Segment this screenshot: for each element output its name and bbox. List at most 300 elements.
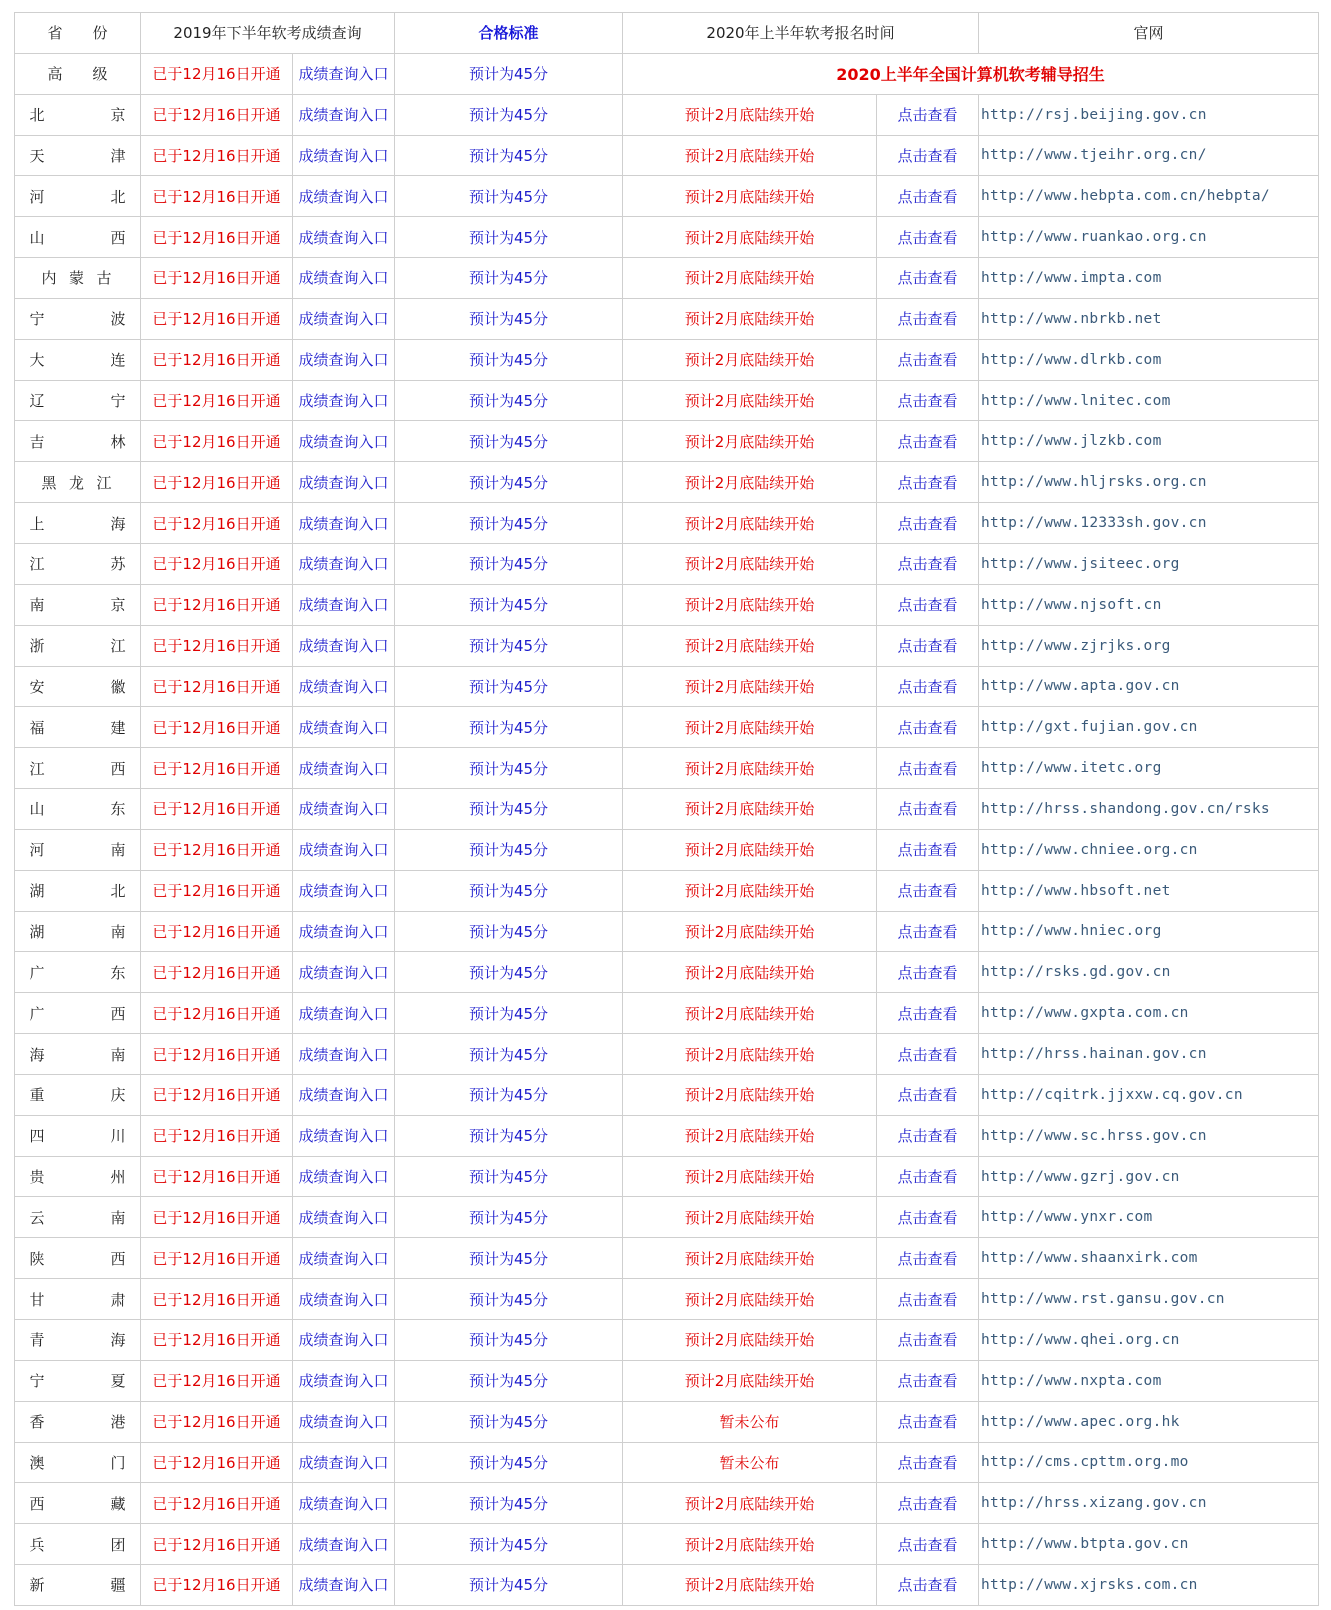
table-row (15, 135, 1319, 176)
province-cell (15, 258, 141, 299)
header-registration-time: 2020年上半年软考报名时间 (623, 13, 979, 54)
official-site-url[interactable]: http://www.apta.gov.cn (979, 666, 1319, 707)
province-name: 湖北 (29, 882, 126, 901)
province-cell (15, 380, 141, 421)
table-row (15, 421, 1319, 462)
official-site-url[interactable]: http://www.nbrkb.net (979, 298, 1319, 339)
table-row (15, 503, 1319, 544)
province-cell (15, 217, 141, 258)
score-status: 已于12月16日开通 (141, 789, 293, 830)
header-pass-standard: 合格标准 (395, 13, 623, 54)
view-details-link[interactable]: 点击查看 (877, 666, 979, 707)
province-name: 广西 (29, 1004, 126, 1023)
official-site-url[interactable]: http://www.jlzkb.com (979, 421, 1319, 462)
pass-line: 预计为45分 (395, 1074, 623, 1115)
table-row (15, 1197, 1319, 1238)
province-cell (15, 789, 141, 830)
score-query-link[interactable]: 成绩查询入口 (293, 1401, 395, 1442)
pass-line: 预计为45分 (395, 1034, 623, 1075)
view-details-link[interactable]: 点击查看 (877, 1197, 979, 1238)
pass-line: 预计为45分 (395, 94, 623, 135)
table-row (15, 829, 1319, 870)
pass-line: 预计为45分 (395, 176, 623, 217)
province-cell (15, 666, 141, 707)
registration-time: 暂未公布 (623, 1401, 877, 1442)
pass-line: 预计为45分 (395, 1279, 623, 1320)
province-cell (15, 1034, 141, 1075)
table-row (15, 911, 1319, 952)
registration-time: 预计2月底陆续开始 (623, 543, 877, 584)
province-name: 江西 (29, 759, 126, 778)
table-row (15, 258, 1319, 299)
official-site-url[interactable]: http://www.ynxr.com (979, 1197, 1319, 1238)
score-status: 已于12月16日开通 (141, 462, 293, 503)
view-details-link[interactable]: 点击查看 (877, 952, 979, 993)
view-details-link[interactable]: 点击查看 (877, 1442, 979, 1483)
score-query-link[interactable]: 成绩查询入口 (293, 952, 395, 993)
official-site-url[interactable]: http://www.hebpta.com.cn/hebpta/ (979, 176, 1319, 217)
official-site-url[interactable]: http://www.chniee.org.cn (979, 829, 1319, 870)
table-row (15, 462, 1319, 503)
table-row (15, 1483, 1319, 1524)
registration-time: 预计2月底陆续开始 (623, 380, 877, 421)
official-site-url[interactable]: http://www.jsiteec.org (979, 543, 1319, 584)
score-query-link[interactable]: 成绩查询入口 (293, 911, 395, 952)
province-cell (15, 1360, 141, 1401)
score-status: 已于12月16日开通 (141, 1320, 293, 1361)
view-details-link[interactable]: 点击查看 (877, 1279, 979, 1320)
table-row (15, 298, 1319, 339)
score-status: 已于12月16日开通 (141, 1115, 293, 1156)
score-status: 已于12月16日开通 (141, 217, 293, 258)
view-details-link[interactable]: 点击查看 (877, 789, 979, 830)
province-name: 广东 (29, 963, 126, 982)
official-site-url[interactable]: http://www.dlrkb.com (979, 339, 1319, 380)
view-details-link[interactable]: 点击查看 (877, 94, 979, 135)
pass-line: 预计为45分 (395, 789, 623, 830)
province-cell (15, 94, 141, 135)
score-status: 已于12月16日开通 (141, 258, 293, 299)
score-query-link[interactable]: 成绩查询入口 (293, 258, 395, 299)
score-query-link[interactable]: 成绩查询入口 (293, 666, 395, 707)
view-details-link[interactable]: 点击查看 (877, 1483, 979, 1524)
score-query-link[interactable]: 成绩查询入口 (293, 1483, 395, 1524)
score-query-link[interactable]: 成绩查询入口 (293, 53, 395, 94)
score-status: 已于12月16日开通 (141, 1074, 293, 1115)
score-query-link[interactable]: 成绩查询入口 (293, 1156, 395, 1197)
official-site-url[interactable]: http://www.rst.gansu.gov.cn (979, 1279, 1319, 1320)
official-site-url[interactable]: http://hrss.shandong.gov.cn/rsks (979, 789, 1319, 830)
official-site-url[interactable]: http://cqitrk.jjxxw.cq.gov.cn (979, 1074, 1319, 1115)
table-row (15, 1360, 1319, 1401)
score-query-link[interactable]: 成绩查询入口 (293, 543, 395, 584)
score-query-link[interactable]: 成绩查询入口 (293, 1115, 395, 1156)
score-query-link[interactable]: 成绩查询入口 (293, 870, 395, 911)
score-status: 已于12月16日开通 (141, 1238, 293, 1279)
score-status: 已于12月16日开通 (141, 584, 293, 625)
score-status: 已于12月16日开通 (141, 298, 293, 339)
province-name: 安徽 (29, 677, 126, 696)
pass-line: 预计为45分 (395, 707, 623, 748)
table-row (15, 1156, 1319, 1197)
pass-line: 预计为45分 (395, 1320, 623, 1361)
province-name: 山西 (29, 228, 126, 247)
score-status: 已于12月16日开通 (141, 543, 293, 584)
registration-time: 预计2月底陆续开始 (623, 993, 877, 1034)
score-query-link[interactable]: 成绩查询入口 (293, 707, 395, 748)
view-details-link[interactable]: 点击查看 (877, 993, 979, 1034)
province-cell (15, 421, 141, 462)
table-row (15, 1401, 1319, 1442)
score-status: 已于12月16日开通 (141, 1156, 293, 1197)
province-name: 宁波 (29, 310, 126, 329)
registration-time: 预计2月底陆续开始 (623, 707, 877, 748)
pass-line: 预计为45分 (395, 870, 623, 911)
table-row (15, 789, 1319, 830)
official-site-url[interactable]: http://www.qhei.org.cn (979, 1320, 1319, 1361)
view-details-link[interactable]: 点击查看 (877, 258, 979, 299)
province-cell (15, 135, 141, 176)
registration-time: 预计2月底陆续开始 (623, 1320, 877, 1361)
official-site-url[interactable]: http://cms.cpttm.org.mo (979, 1442, 1319, 1483)
registration-time: 预计2月底陆续开始 (623, 748, 877, 789)
pass-line: 预计为45分 (395, 503, 623, 544)
registration-time: 预计2月底陆续开始 (623, 584, 877, 625)
province-cell (15, 1074, 141, 1115)
view-details-link[interactable]: 点击查看 (877, 1115, 979, 1156)
score-status: 已于12月16日开通 (141, 503, 293, 544)
score-query-link[interactable]: 成绩查询入口 (293, 1360, 395, 1401)
province-name: 云南 (29, 1208, 126, 1227)
official-site-url[interactable]: http://rsks.gd.gov.cn (979, 952, 1319, 993)
score-status: 已于12月16日开通 (141, 339, 293, 380)
pass-line: 预计为45分 (395, 462, 623, 503)
official-site-url[interactable]: http://www.gzrj.gov.cn (979, 1156, 1319, 1197)
registration-time: 预计2月底陆续开始 (623, 1197, 877, 1238)
official-site-url[interactable]: http://rsj.beijing.gov.cn (979, 94, 1319, 135)
official-site-url[interactable]: http://www.njsoft.cn (979, 584, 1319, 625)
score-query-link[interactable]: 成绩查询入口 (293, 462, 395, 503)
table-row (15, 1238, 1319, 1279)
table-row (15, 993, 1319, 1034)
province-cell (15, 1115, 141, 1156)
table-row (15, 1565, 1319, 1606)
view-details-link[interactable]: 点击查看 (877, 135, 979, 176)
score-query-link[interactable]: 成绩查询入口 (293, 789, 395, 830)
pass-line: 预计为45分 (395, 380, 623, 421)
province-name: 浙江 (29, 637, 126, 656)
view-details-link[interactable]: 点击查看 (877, 1074, 979, 1115)
score-status: 已于12月16日开通 (141, 135, 293, 176)
score-query-link[interactable]: 成绩查询入口 (293, 1442, 395, 1483)
official-site-url[interactable]: http://www.ruankao.org.cn (979, 217, 1319, 258)
header-row (15, 13, 1319, 54)
province-cell (15, 952, 141, 993)
view-details-link[interactable]: 点击查看 (877, 339, 979, 380)
province-cell (15, 1156, 141, 1197)
score-query-link[interactable]: 成绩查询入口 (293, 421, 395, 462)
official-site-url[interactable]: http://www.itetc.org (979, 748, 1319, 789)
score-query-link[interactable]: 成绩查询入口 (293, 1074, 395, 1115)
score-status: 已于12月16日开通 (141, 666, 293, 707)
registration-time: 预计2月底陆续开始 (623, 94, 877, 135)
province-cell (15, 1483, 141, 1524)
score-query-link[interactable]: 成绩查询入口 (293, 503, 395, 544)
table-row (15, 584, 1319, 625)
score-query-link[interactable]: 成绩查询入口 (293, 94, 395, 135)
table-row (15, 625, 1319, 666)
province-name: 南京 (29, 596, 126, 615)
pass-line: 预计为45分 (395, 543, 623, 584)
registration-time: 预计2月底陆续开始 (623, 829, 877, 870)
view-details-link[interactable]: 点击查看 (877, 1401, 979, 1442)
official-site-url[interactable]: http://www.tjeihr.org.cn/ (979, 135, 1319, 176)
official-site-url[interactable]: http://www.hniec.org (979, 911, 1319, 952)
province-name: 福建 (29, 718, 126, 737)
view-details-link[interactable]: 点击查看 (877, 217, 979, 258)
pass-line: 预计为45分 (395, 1115, 623, 1156)
province-name: 大连 (29, 351, 126, 370)
registration-time: 预计2月底陆续开始 (623, 789, 877, 830)
province-cell (15, 503, 141, 544)
registration-time: 预计2月底陆续开始 (623, 911, 877, 952)
registration-time: 预计2月底陆续开始 (623, 1279, 877, 1320)
score-query-link[interactable]: 成绩查询入口 (293, 1565, 395, 1606)
province-cell (15, 584, 141, 625)
province-cell (15, 1442, 141, 1483)
table-row (15, 1074, 1319, 1115)
score-query-link[interactable]: 成绩查询入口 (293, 1238, 395, 1279)
province-name: 天津 (29, 146, 126, 165)
score-status: 已于12月16日开通 (141, 53, 293, 94)
pass-line: 预计为45分 (395, 1565, 623, 1606)
view-details-link[interactable]: 点击查看 (877, 584, 979, 625)
promo-banner-link[interactable]: 2020上半年全国计算机软考辅导招生 (623, 53, 1319, 94)
table-row (15, 1524, 1319, 1565)
view-details-link[interactable]: 点击查看 (877, 421, 979, 462)
view-details-link[interactable]: 点击查看 (877, 543, 979, 584)
pass-line: 预计为45分 (395, 584, 623, 625)
view-details-link[interactable]: 点击查看 (877, 462, 979, 503)
province-cell (15, 707, 141, 748)
registration-time: 预计2月底陆续开始 (623, 625, 877, 666)
view-details-link[interactable]: 点击查看 (877, 380, 979, 421)
view-details-link[interactable]: 点击查看 (877, 1524, 979, 1565)
official-site-url[interactable]: http://hrss.xizang.gov.cn (979, 1483, 1319, 1524)
registration-time: 预计2月底陆续开始 (623, 462, 877, 503)
score-query-link[interactable]: 成绩查询入口 (293, 1320, 395, 1361)
official-site-url[interactable]: http://www.gxpta.com.cn (979, 993, 1319, 1034)
score-status: 已于12月16日开通 (141, 1483, 293, 1524)
pass-line: 预计为45分 (395, 1156, 623, 1197)
pass-line: 预计为45分 (395, 217, 623, 258)
official-site-url[interactable]: http://www.btpta.gov.cn (979, 1524, 1319, 1565)
province-name: 青海 (29, 1331, 126, 1350)
pass-line: 预计为45分 (395, 339, 623, 380)
pass-line: 预计为45分 (395, 952, 623, 993)
registration-time: 预计2月底陆续开始 (623, 1034, 877, 1075)
province-name: 海南 (29, 1045, 126, 1064)
score-query-link[interactable]: 成绩查询入口 (293, 1197, 395, 1238)
view-details-link[interactable]: 点击查看 (877, 707, 979, 748)
province-name: 兵团 (29, 1535, 126, 1554)
view-details-link[interactable]: 点击查看 (877, 1034, 979, 1075)
score-query-link[interactable]: 成绩查询入口 (293, 176, 395, 217)
province-cell (15, 1401, 141, 1442)
table-row (15, 339, 1319, 380)
table-row (15, 1034, 1319, 1075)
pass-line: 预计为45分 (395, 1442, 623, 1483)
official-site-url[interactable]: http://www.12333sh.gov.cn (979, 503, 1319, 544)
table-row (15, 666, 1319, 707)
score-status: 已于12月16日开通 (141, 911, 293, 952)
province-cell (15, 298, 141, 339)
official-site-url[interactable]: http://gxt.fujian.gov.cn (979, 707, 1319, 748)
province-cell (15, 1197, 141, 1238)
pass-line: 预计为45分 (395, 298, 623, 339)
registration-time: 预计2月底陆续开始 (623, 1360, 877, 1401)
pass-line: 预计为45分 (395, 1197, 623, 1238)
province-name: 重庆 (29, 1086, 126, 1105)
header-province: 省 份 (15, 13, 141, 54)
view-details-link[interactable]: 点击查看 (877, 625, 979, 666)
table-row (15, 1279, 1319, 1320)
registration-time: 预计2月底陆续开始 (623, 339, 877, 380)
province-cell (15, 1524, 141, 1565)
exam-info-table (14, 12, 1319, 1606)
score-status: 已于12月16日开通 (141, 1565, 293, 1606)
registration-time: 预计2月底陆续开始 (623, 666, 877, 707)
official-site-url[interactable]: http://www.sc.hrss.gov.cn (979, 1115, 1319, 1156)
province-name: 西藏 (29, 1494, 126, 1513)
province-name: 新疆 (29, 1576, 126, 1595)
province-cell (15, 993, 141, 1034)
score-query-link[interactable]: 成绩查询入口 (293, 584, 395, 625)
official-site-url[interactable]: http://www.xjrsks.com.cn (979, 1565, 1319, 1606)
score-status: 已于12月16日开通 (141, 1401, 293, 1442)
official-site-url[interactable]: http://hrss.hainan.gov.cn (979, 1034, 1319, 1075)
score-query-link[interactable]: 成绩查询入口 (293, 1279, 395, 1320)
table-row (15, 748, 1319, 789)
score-status: 已于12月16日开通 (141, 380, 293, 421)
score-status: 已于12月16日开通 (141, 1524, 293, 1565)
province-name: 黑龙江 (41, 473, 114, 492)
score-query-link[interactable]: 成绩查询入口 (293, 135, 395, 176)
view-details-link[interactable]: 点击查看 (877, 1238, 979, 1279)
score-status: 已于12月16日开通 (141, 176, 293, 217)
score-status: 已于12月16日开通 (141, 94, 293, 135)
score-status: 已于12月16日开通 (141, 1442, 293, 1483)
pass-line: 预计为45分 (395, 1238, 623, 1279)
province-name: 辽宁 (29, 392, 126, 411)
official-site-url[interactable]: http://www.hljrsks.org.cn (979, 462, 1319, 503)
view-details-link[interactable]: 点击查看 (877, 829, 979, 870)
registration-time: 预计2月底陆续开始 (623, 1156, 877, 1197)
score-status: 已于12月16日开通 (141, 1034, 293, 1075)
table-row (15, 380, 1319, 421)
score-query-link[interactable]: 成绩查询入口 (293, 380, 395, 421)
score-query-link[interactable]: 成绩查询入口 (293, 1524, 395, 1565)
province-name: 上海 (29, 514, 126, 533)
view-details-link[interactable]: 点击查看 (877, 176, 979, 217)
registration-time: 暂未公布 (623, 1442, 877, 1483)
score-query-link[interactable]: 成绩查询入口 (293, 993, 395, 1034)
official-site-url[interactable]: http://www.lnitec.com (979, 380, 1319, 421)
province-cell (15, 1565, 141, 1606)
province-cell (15, 462, 141, 503)
province-name: 陕西 (29, 1249, 126, 1268)
registration-time: 预计2月底陆续开始 (623, 1524, 877, 1565)
view-details-link[interactable]: 点击查看 (877, 1565, 979, 1606)
registration-time: 预计2月底陆续开始 (623, 1565, 877, 1606)
score-query-link[interactable]: 成绩查询入口 (293, 748, 395, 789)
official-site-url[interactable]: http://www.shaanxirk.com (979, 1238, 1319, 1279)
province-name: 河南 (29, 841, 126, 860)
province-cell (15, 1279, 141, 1320)
view-details-link[interactable]: 点击查看 (877, 870, 979, 911)
registration-time: 预计2月底陆续开始 (623, 217, 877, 258)
score-query-link[interactable]: 成绩查询入口 (293, 829, 395, 870)
header-score-query: 2019年下半年软考成绩查询 (141, 13, 395, 54)
view-details-link[interactable]: 点击查看 (877, 298, 979, 339)
official-site-url[interactable]: http://www.zjrjks.org (979, 625, 1319, 666)
score-query-link[interactable]: 成绩查询入口 (293, 1034, 395, 1075)
table-row (15, 94, 1319, 135)
table-row (15, 1115, 1319, 1156)
province-cell (15, 176, 141, 217)
table-row (15, 707, 1319, 748)
score-status: 已于12月16日开通 (141, 748, 293, 789)
province-name: 澳门 (29, 1453, 126, 1472)
score-status: 已于12月16日开通 (141, 1279, 293, 1320)
pass-line: 预计为45分 (395, 829, 623, 870)
header-official-site: 官网 (979, 13, 1319, 54)
province-name: 贵州 (29, 1168, 126, 1187)
pass-line: 预计为45分 (395, 911, 623, 952)
score-query-link[interactable]: 成绩查询入口 (293, 625, 395, 666)
pass-line: 预计为45分 (395, 1401, 623, 1442)
province-cell (15, 339, 141, 380)
official-site-url[interactable]: http://www.apec.org.hk (979, 1401, 1319, 1442)
registration-time: 预计2月底陆续开始 (623, 1483, 877, 1524)
view-details-link[interactable]: 点击查看 (877, 1360, 979, 1401)
view-details-link[interactable]: 点击查看 (877, 911, 979, 952)
official-site-url[interactable]: http://www.hbsoft.net (979, 870, 1319, 911)
official-site-url[interactable]: http://www.nxpta.com (979, 1360, 1319, 1401)
province-name: 河北 (29, 187, 126, 206)
view-details-link[interactable]: 点击查看 (877, 748, 979, 789)
view-details-link[interactable]: 点击查看 (877, 503, 979, 544)
view-details-link[interactable]: 点击查看 (877, 1320, 979, 1361)
province-cell (15, 625, 141, 666)
score-query-link[interactable]: 成绩查询入口 (293, 217, 395, 258)
province-name: 内蒙古 (41, 269, 114, 288)
score-query-link[interactable]: 成绩查询入口 (293, 298, 395, 339)
province-name: 北京 (29, 106, 126, 125)
registration-time: 预计2月底陆续开始 (623, 421, 877, 462)
table-row (15, 176, 1319, 217)
official-site-url[interactable]: http://www.impta.com (979, 258, 1319, 299)
table-row (15, 217, 1319, 258)
province-name: 湖南 (29, 922, 126, 941)
score-status: 已于12月16日开通 (141, 952, 293, 993)
province-name: 江苏 (29, 555, 126, 574)
pass-line: 预计为45分 (395, 1483, 623, 1524)
score-query-link[interactable]: 成绩查询入口 (293, 339, 395, 380)
score-status: 已于12月16日开通 (141, 707, 293, 748)
view-details-link[interactable]: 点击查看 (877, 1156, 979, 1197)
pass-line: 预计为45分 (395, 421, 623, 462)
